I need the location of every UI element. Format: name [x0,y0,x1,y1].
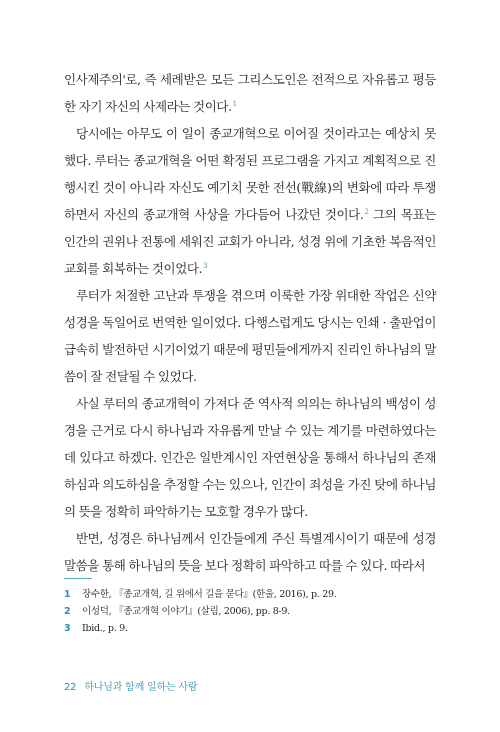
paragraph-text: 인사제주의'로, 즉 세례받은 모든 그리스도인은 전적으로 자유롭고 평등한 자기 자신의 사제라는 것이다. [64,72,436,114]
paragraph-text: 루터가 처절한 고난과 투쟁을 겪으며 이룩한 가장 위대한 작업은 신약성경을 독일어로 번역한 일이었다. 다행스럽게도 당시는 인쇄 · 출판업이 급속히 발전하던 시기이었기 때문에 평민들에게까지 진리인 하나님의 말씀이 잘 전달될 수 있었다. [64,288,436,384]
footnote-text: 장수한, 『종교개혁, 길 위에서 길을 묻다』(한울, 2016), p. 29. [82,589,337,600]
paragraph-text: 반면, 성경은 하나님께서 인간들에게 주신 특별계시이기 때문에 성경 말씀을 통해 하나님의 뜻을 보다 정확히 파악하고 따를 수 있다. 따라서 [64,531,436,573]
paragraph-5 [64,525,436,579]
paragraph-3 [64,282,436,390]
footnotes [64,586,436,637]
paragraph-text: 그의 목표는 인간의 권위나 전통에 세워진 교회가 아니라, 성경 위에 기초한 복음적인 교회를 회복하는 것이었다. [64,207,436,276]
book-title: 하나님과 함께 일하는 사람 [84,682,198,693]
footnote-text: Ibid., p. 9. [82,623,128,634]
footnote-item [64,586,436,603]
footnote-item [64,603,436,620]
body-text [64,66,436,579]
paragraph-text: 사실 루터의 종교개혁이 가져다 준 역사적 의의는 하나님의 백성이 성경을 근거로 다시 하나님과 자유롭게 만날 수 있는 계기를 마련하였다는데 있다고 하겠다. 인간은 일반계시인 자연현상을 통해서 하나님의 존재하심과 의도하심을 추정할 수는 있으나, 인간이 죄성을 가진 탓에 하나님의 뜻을 정확히 파악하기는 모호할 경우가 많다. [64,396,436,519]
footnote-ref-2[interactable]: 2 [364,207,369,216]
footnote-text: 이성덕, 『종교개혁 이야기』(살림, 2006), pp. 8-9. [82,606,290,617]
page-footer [64,678,197,693]
footnote-divider [64,578,92,579]
footnote-ref-3[interactable]: 3 [203,261,208,270]
paragraph-text: 당시에는 아무도 이 일이 종교개혁으로 이어질 것이라고는 예상치 못했다. 루터는 종교개혁을 어떤 확정된 프로그램을 가지고 계획적으로 진행시킨 것이 아니라 자신도 예기치 못한 전선(戰線)의 변화에 따라 투쟁하면서 자신의 종교개혁 사상을 가다듬어 나갔던 것이다. [64,126,436,222]
paragraph-2 [64,120,436,282]
page-number: 22 [64,682,77,693]
paragraph-1 [64,66,436,120]
footnote-ref-1[interactable]: 1 [232,99,237,108]
footnote-number: 1 [64,589,71,600]
footnote-number: 2 [64,606,71,617]
footnote-item [64,620,436,637]
document-page [64,0,436,732]
paragraph-4 [64,390,436,525]
footnote-number: 3 [64,623,71,634]
